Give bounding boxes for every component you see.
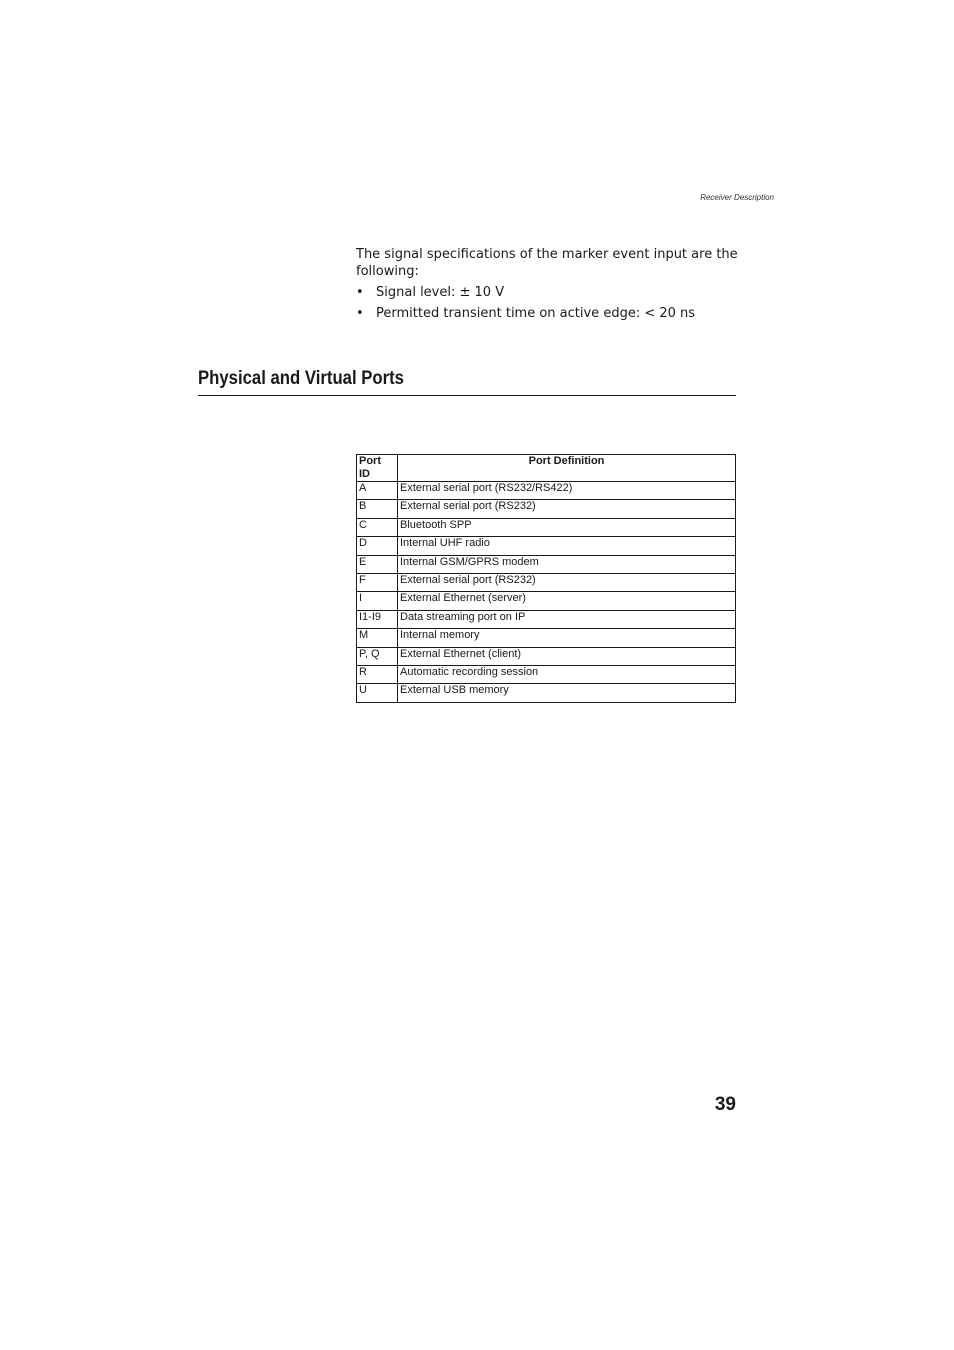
port-definition-cell: Data streaming port on IP [398,610,736,628]
list-item [356,305,756,322]
bullet-text: Permitted transient time on active edge: < 20 ns [376,306,696,321]
table-row [357,592,736,610]
intro-paragraph: The signal specifications of the marker event input are the following: [356,247,738,279]
spec-bullet-list [356,284,756,326]
table-row [357,555,736,573]
bullet-icon: • [356,285,364,300]
table-row [357,610,736,628]
table-row [357,573,736,591]
port-definition-cell: Automatic recording session [398,665,736,683]
port-definition-cell: External Ethernet (server) [398,592,736,610]
table-row [357,684,736,702]
port-definition-cell: External serial port (RS232) [398,573,736,591]
running-header: Receiver Description [700,193,774,202]
port-id-cell: I [357,592,398,610]
port-id-cell: I1-I9 [357,610,398,628]
port-definition-cell: Internal UHF radio [398,537,736,555]
port-id-cell: B [357,500,398,518]
port-id-cell: U [357,684,398,702]
header-port-id: Port ID [357,455,398,482]
port-id-cell: F [357,573,398,591]
port-definition-cell: External USB memory [398,684,736,702]
table-row [357,629,736,647]
table-row [357,500,736,518]
port-definition-cell: Bluetooth SPP [398,518,736,536]
port-definition-cell: External serial port (RS232) [398,500,736,518]
port-definition-cell: External Ethernet (client) [398,647,736,665]
list-item [356,284,756,301]
port-definition-cell: Internal memory [398,629,736,647]
table-row [357,665,736,683]
bullet-text: Signal level: ± 10 V [376,285,505,300]
port-id-cell: M [357,629,398,647]
table-row [357,518,736,536]
table-header-row [357,455,736,482]
port-id-cell: P, Q [357,647,398,665]
port-id-cell: D [357,537,398,555]
table-row [357,537,736,555]
section-title-text: Physical and Virtual Ports [198,368,404,389]
port-definition-cell: Internal GSM/GPRS modem [398,555,736,573]
port-id-cell: C [357,518,398,536]
port-id-cell: A [357,482,398,500]
table-row [357,647,736,665]
header-port-definition: Port Definition [398,455,736,482]
bullet-icon: • [356,306,364,321]
ports-table [356,454,736,703]
port-id-cell: R [357,665,398,683]
page-number: 39 [714,1094,736,1115]
port-id-cell: E [357,555,398,573]
port-definition-cell: External serial port (RS232/RS422) [398,482,736,500]
table-row [357,482,736,500]
section-title [198,367,736,396]
